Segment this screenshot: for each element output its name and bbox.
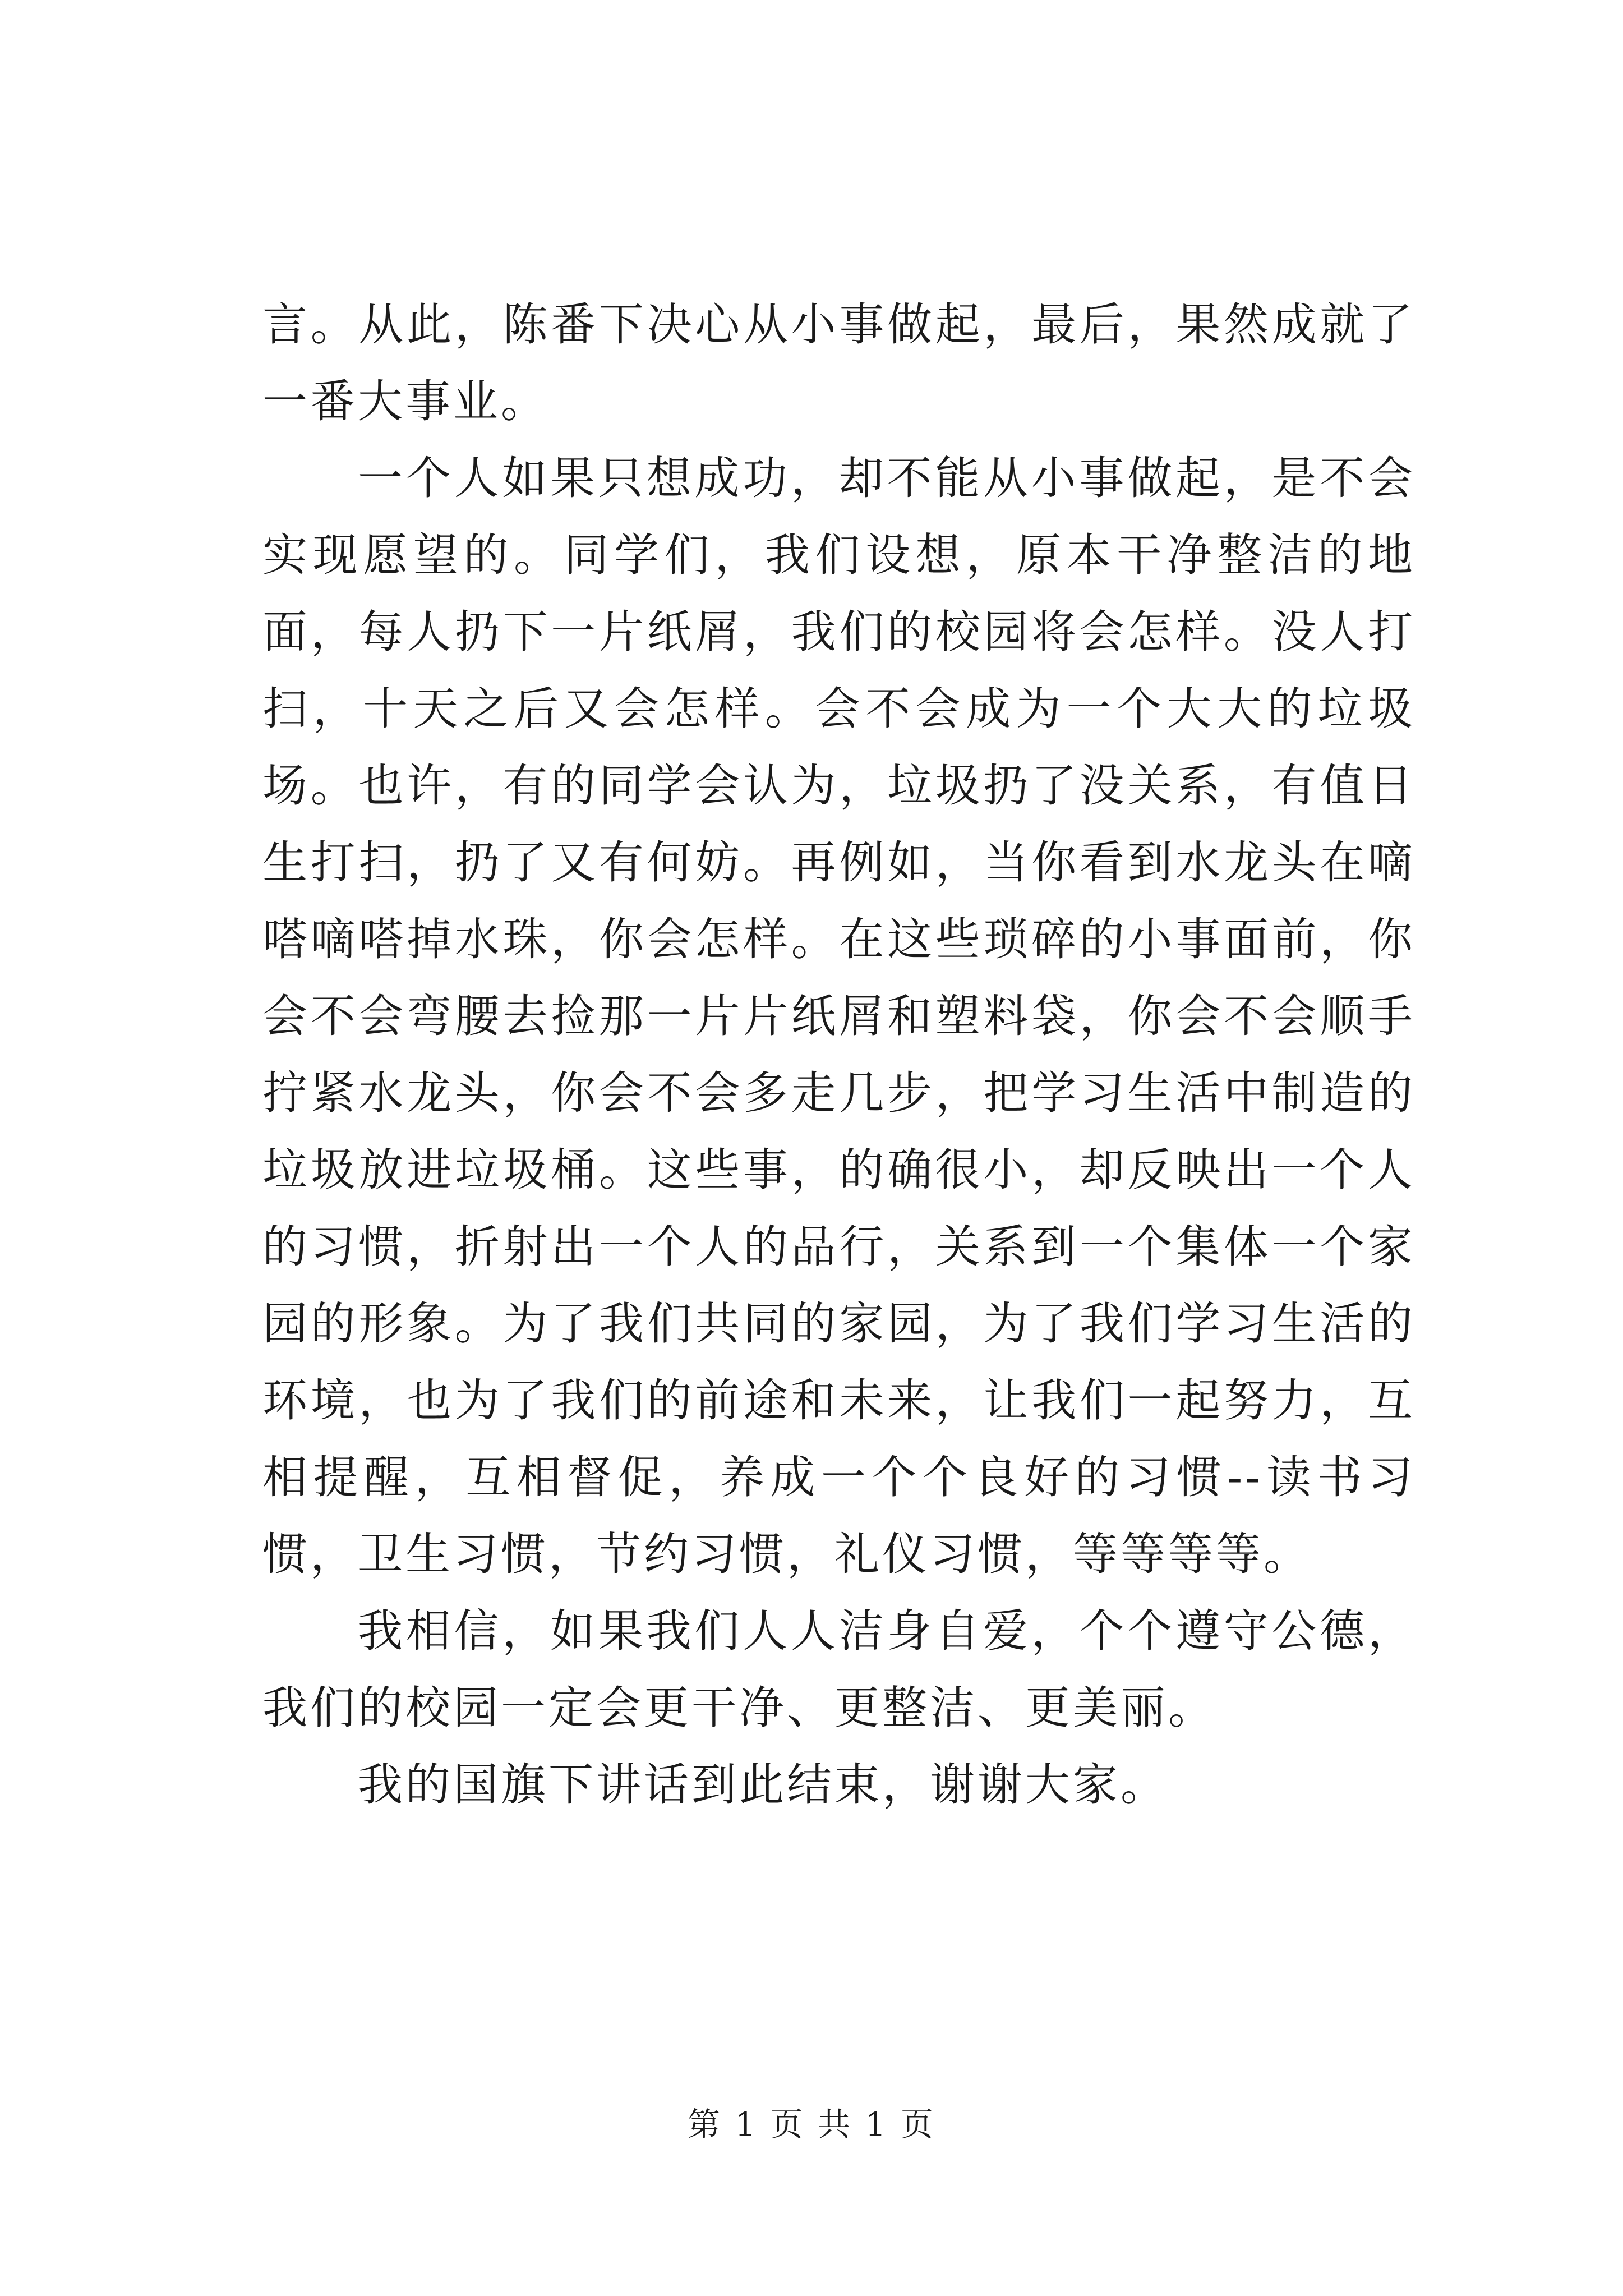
page-footer: 第 1 页 共 1 页 <box>688 2105 935 2143</box>
document-body <box>262 286 1415 1823</box>
paragraph-continuation: 言。从此，陈番下决心从小事做起，最后，果然成就了一番大事业。 <box>262 298 1415 427</box>
paragraph-small-things: 一个人如果只想成功，却不能从小事做起，是不会实现愿望的。同学们，我们设想，原本干净整洁的地面，每人扔下一片纸屑，我们的校园将会怎样。没人打扫，十天之后又会怎样。会不会成为一个大大的垃圾场。也许，有的同学会认为，垃圾扔了没关系，有值日生打扫，扔了又有何妨。再例如，当你看到水龙头在嘀嗒嘀嗒掉水珠，你会怎样。在这些琐碎的小事面前，你会不会弯腰去捡那一片片纸屑和塑料袋，你会不会顺手拧紧水龙头，你会不会多走几步，把学习生活中制造的垃圾放进垃圾桶。这些事，的确很小，却反映出一个人的习惯，折射出一个人的品行，关系到一个集体一个家园的形象。为了我们共同的家园，为了我们学习生活的环境，也为了我们的前途和未来，让我们一起努力，互相提醒，互相督促，养成一个个良好的习惯--读书习惯，卫生习惯，节约习惯，礼仪习惯，等等等等。 <box>262 452 1415 1580</box>
paragraph-closing: 我的国旗下讲话到此结束，谢谢大家。 <box>358 1759 1168 1811</box>
paragraph-belief: 我相信，如果我们人人洁身自爱，个个遵守公德，我们的校园一定会更干净、更整洁、更美丽。 <box>262 1605 1415 1734</box>
